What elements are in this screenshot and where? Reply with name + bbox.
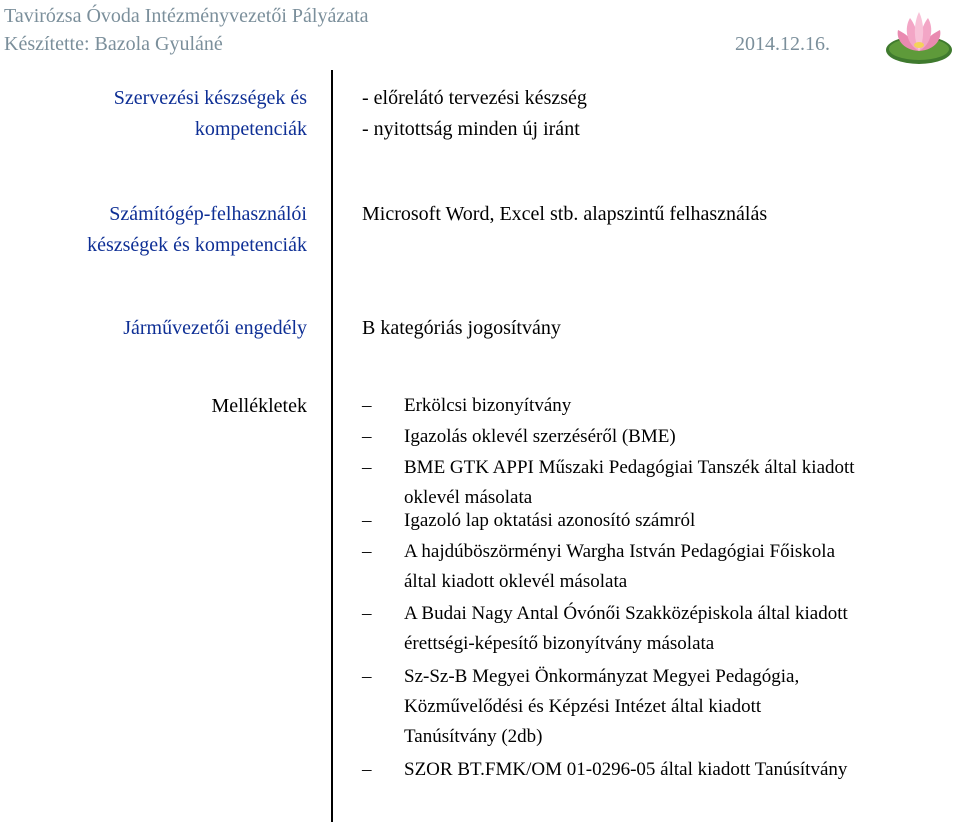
dash-bullet: –: [362, 395, 372, 416]
value-driving-licence: B kategóriás jogosítvány: [362, 317, 561, 339]
value-organizational-skills: - előrelátó tervezési készség - nyitottság minden új iránt: [362, 87, 587, 140]
column-divider: [331, 70, 333, 822]
dash-bullet: –: [362, 426, 372, 447]
label-driving-licence: Járművezetői engedély: [123, 317, 307, 339]
label-computer-skills: Számítógép-felhasználói készségek és kompetenciák: [87, 203, 307, 256]
label-organizational-skills: Szervezési készségek és kompetenciák: [113, 87, 307, 140]
value-computer-skills: Microsoft Word, Excel stb. alapszintű felhasználás: [362, 203, 768, 225]
label-attachments: Mellékletek: [211, 395, 307, 417]
dash-bullet: –: [362, 541, 372, 562]
dash-bullet: –: [362, 759, 372, 780]
author-line: Készítette: Bazola Gyuláné: [4, 33, 223, 55]
dash-bullet: –: [362, 510, 372, 531]
dash-bullet: –: [362, 666, 372, 687]
dash-bullet: –: [362, 603, 372, 624]
document-date: 2014.12.16.: [735, 33, 830, 55]
document-title: Tavirózsa Óvoda Intézményvezetői Pályázata: [4, 5, 369, 27]
dash-bullet: –: [362, 457, 372, 478]
lotus-flower-icon: [884, 8, 954, 66]
